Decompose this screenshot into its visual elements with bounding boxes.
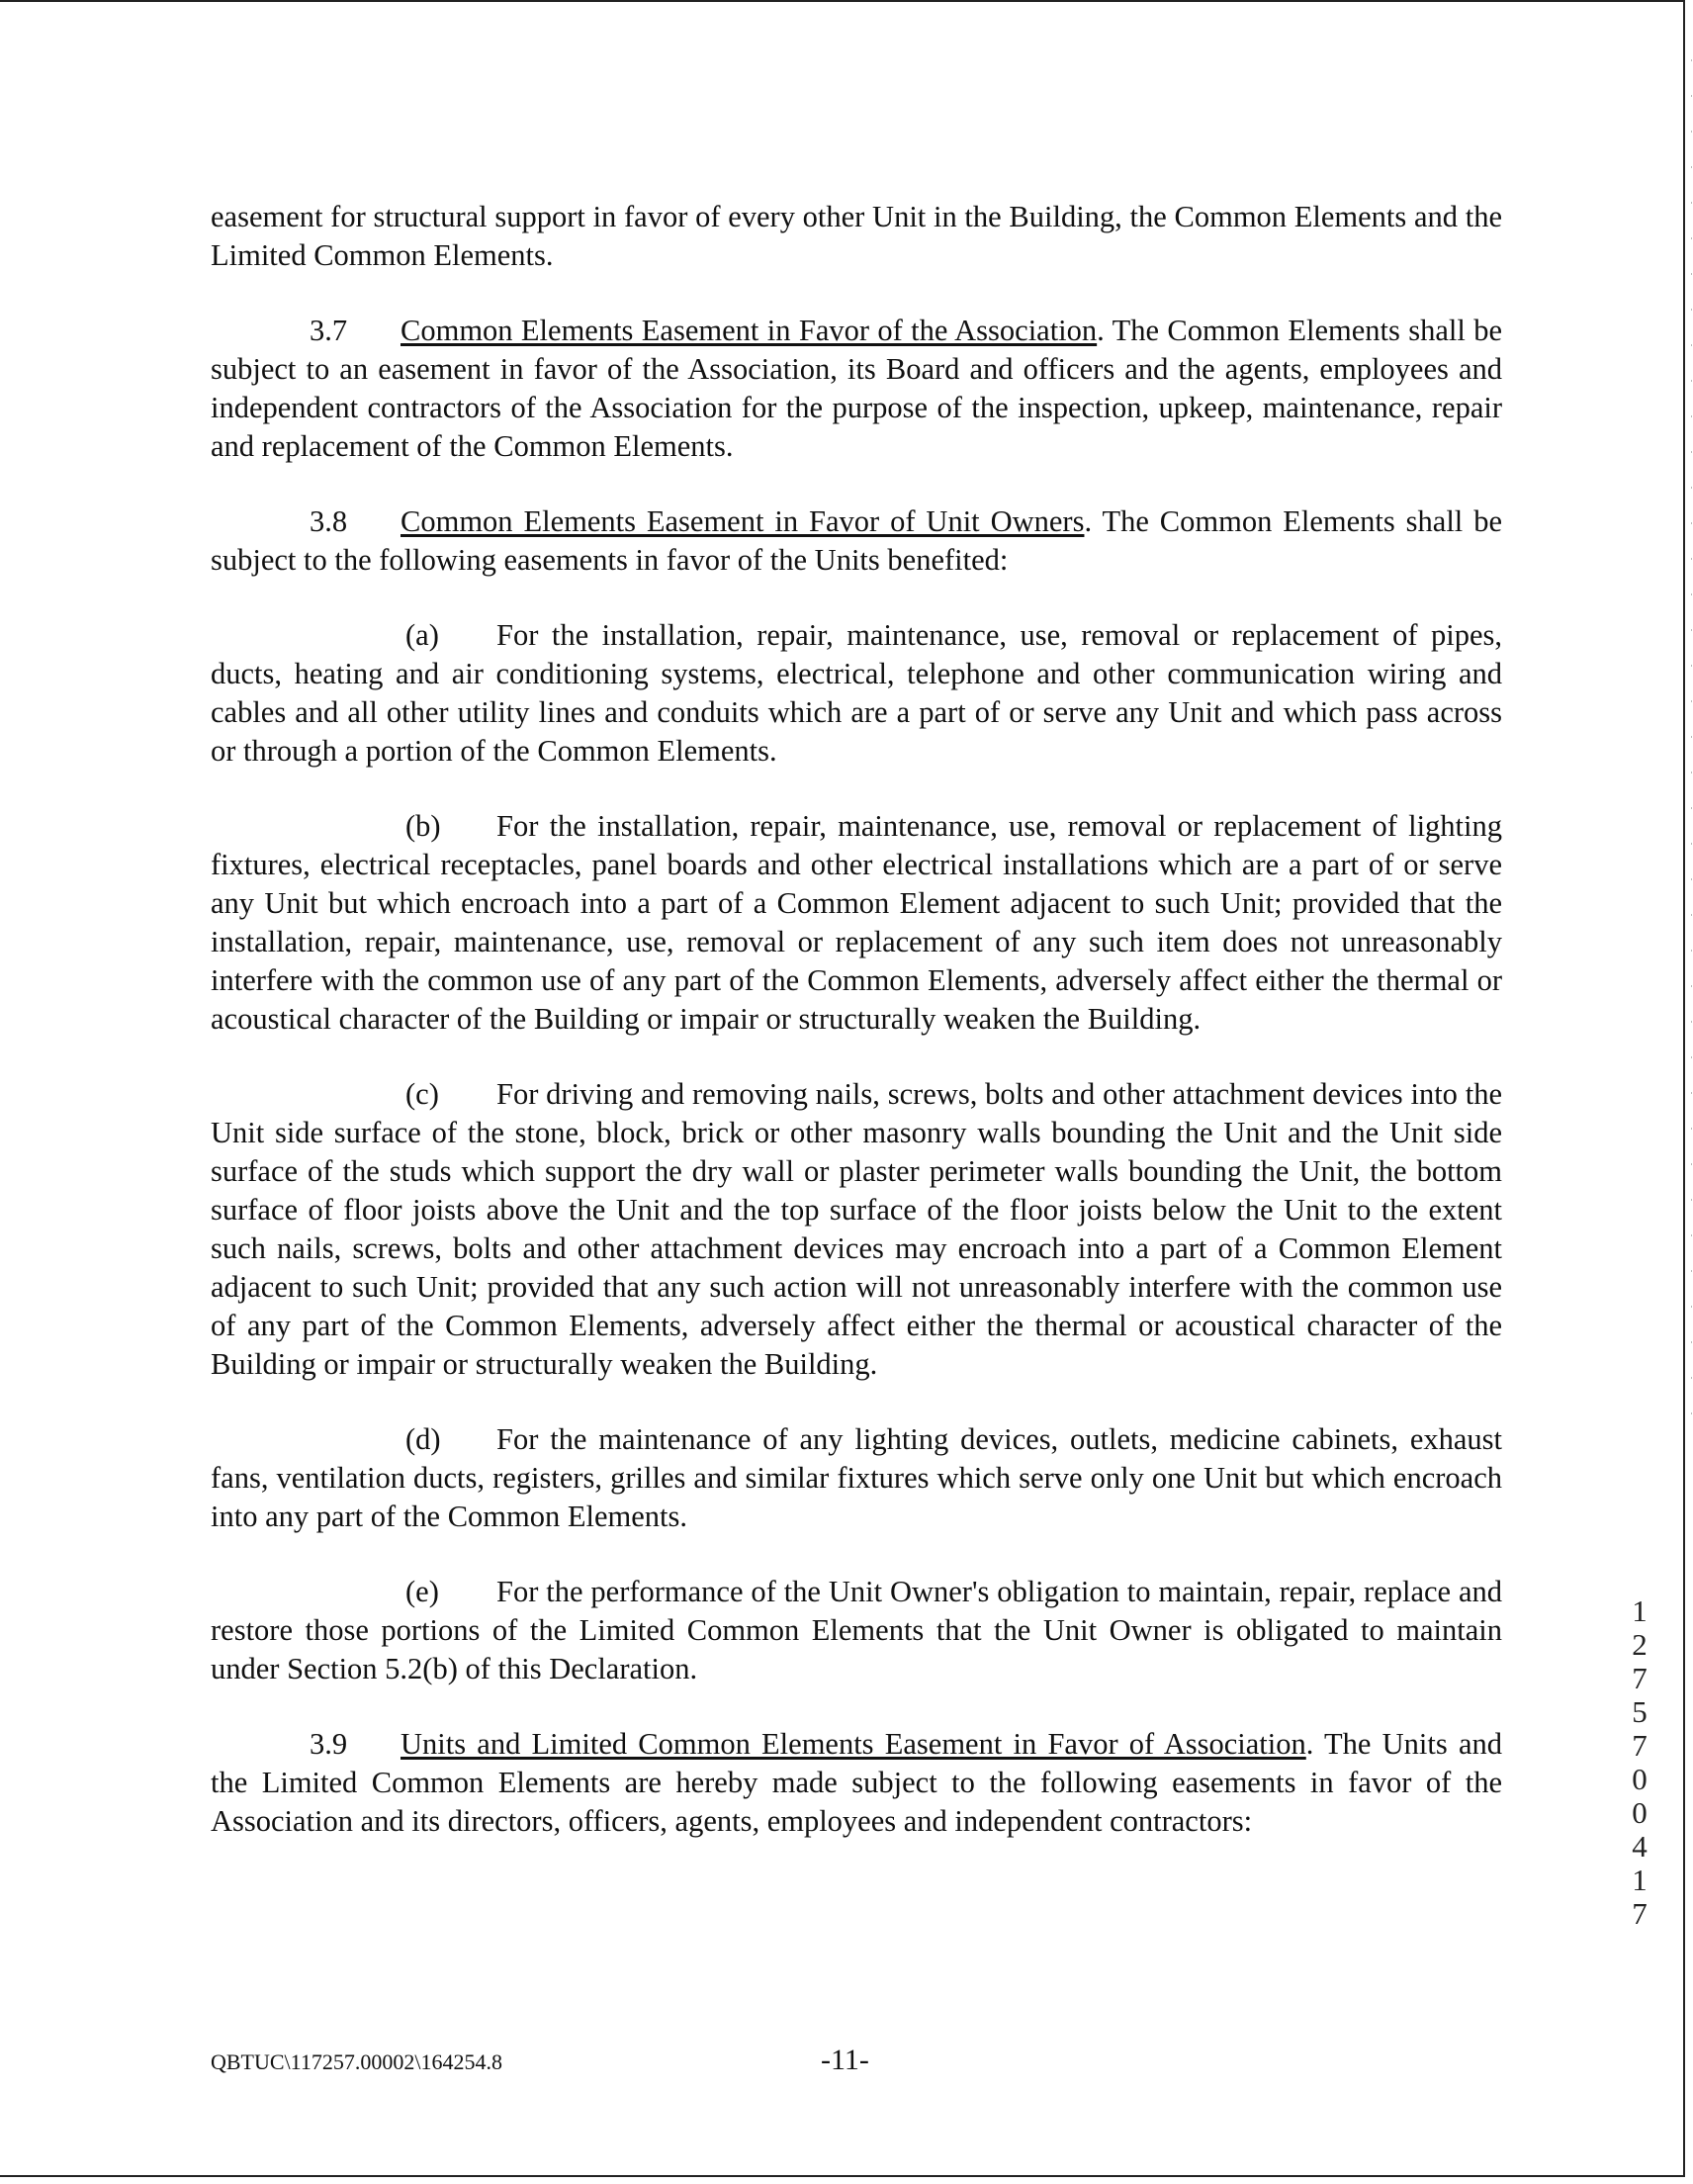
section-number: 3.7 — [310, 314, 348, 347]
subsection-label: (c) — [405, 1077, 439, 1111]
section-heading: Common Elements Easement in Favor of Unit Owners — [401, 504, 1085, 538]
section-heading: Common Elements Easement in Favor of the Association — [401, 314, 1098, 347]
subsection-b — [211, 807, 1502, 1039]
section-3-9 — [211, 1725, 1502, 1841]
subsection-label: (a) — [405, 618, 439, 652]
footer-document-id: QBTUC\117257.00002\164254.8 — [211, 2049, 502, 2074]
subsection-text: For the installation, repair, maintenance, use, removal or replacement of lighting fixtures, electrical receptacles, panel boards and other electrical installations which are a part of or serve any Unit but which encroach into a part of a Common Element adjacent to such Unit; provided that the installation, repair, maintenance, use, removal or replacement of any such item does not unreasonably interfere with the common use of any part of the Common Elements, adversely affect either the thermal or acoustical character of the Building or impair or structurally weaken the Building. — [211, 809, 1502, 1036]
subsection-c — [211, 1075, 1502, 1384]
scan-dots — [1691, 59, 1692, 1444]
section-body: . The Common Elements shall be subject to an easement in favor of the Association, its Board and officers and the agents, employees and independent contractors of the Association for the purpose of the inspection, upkeep, maintenance, repair and replacement of the Common Elements. — [211, 314, 1502, 463]
section-body: . The Units and the Limited Common Elements are hereby made subject to the following easements in favor of the Association and its directors, officers, agents, employees and independent contractors: — [211, 1727, 1502, 1838]
subsection-text: For driving and removing nails, screws, bolts and other attachment devices into the Unit side surface of the stone, block, brick or other masonry walls bounding the Unit and the Unit side surface of the studs which support the dry wall or plaster perimeter walls bounding the Unit, the bottom surface of floor joists above the Unit and the top surface of the floor joists below the Unit to the extent such nails, screws, bolts and other attachment devices may encroach into a part of a Common Element adjacent to such Unit; provided that any such action will not unreasonably interfere with the common use of any part of the Common Elements, adversely affect either the thermal or acoustical character of the Building or impair or structurally weaken the Building. — [211, 1077, 1502, 1381]
subsection-e — [211, 1573, 1502, 1688]
subsection-label: (b) — [405, 809, 441, 843]
section-heading: Units and Limited Common Elements Easement in Favor of Association — [401, 1727, 1306, 1761]
scan-border-top — [0, 0, 1685, 2]
scan-border-right — [1683, 0, 1685, 2176]
section-3-8 — [211, 502, 1502, 580]
subsection-text: For the installation, repair, maintenance, use, removal or replacement of pipes, ducts, heating and air conditioning systems, electrical, telephone and other communication wiring and cables and all other utility lines and conduits which are a part of or serve any Unit and which pass across or through a portion of the Common Elements. — [211, 618, 1502, 768]
section-number: 3.8 — [310, 504, 348, 538]
subsection-label: (e) — [405, 1575, 439, 1608]
section-3-7 — [211, 312, 1502, 466]
subsection-a — [211, 616, 1502, 771]
subsection-label: (d) — [405, 1422, 441, 1456]
subsection-text: For the performance of the Unit Owner's obligation to maintain, repair, replace and restore those portions of the Limited Common Elements that the Unit Owner is obligated to maintain under Section 5.2(b) of this Declaration. — [211, 1575, 1502, 1685]
footer-page-number: -11- — [821, 2044, 869, 2076]
section-number: 3.9 — [310, 1727, 348, 1761]
subsection-text: For the maintenance of any lighting devices, outlets, medicine cabinets, exhaust fans, ventilation ducts, registers, grilles and similar fixtures which serve only one Unit but which encroach into any part of the Common Elements. — [211, 1422, 1502, 1533]
side-document-number: 1 2 7 5 7 0 0 4 1 7 — [1632, 1593, 1648, 1931]
section-body: . The Common Elements shall be subject to the following easements in favor of the Units benefited: — [211, 504, 1502, 577]
continuation-paragraph: easement for structural support in favor of every other Unit in the Building, the Common Elements and the Limited Common Elements. — [211, 200, 1502, 272]
body-text — [211, 198, 1502, 1877]
subsection-d — [211, 1420, 1502, 1536]
scan-border-bottom — [0, 2175, 1685, 2177]
